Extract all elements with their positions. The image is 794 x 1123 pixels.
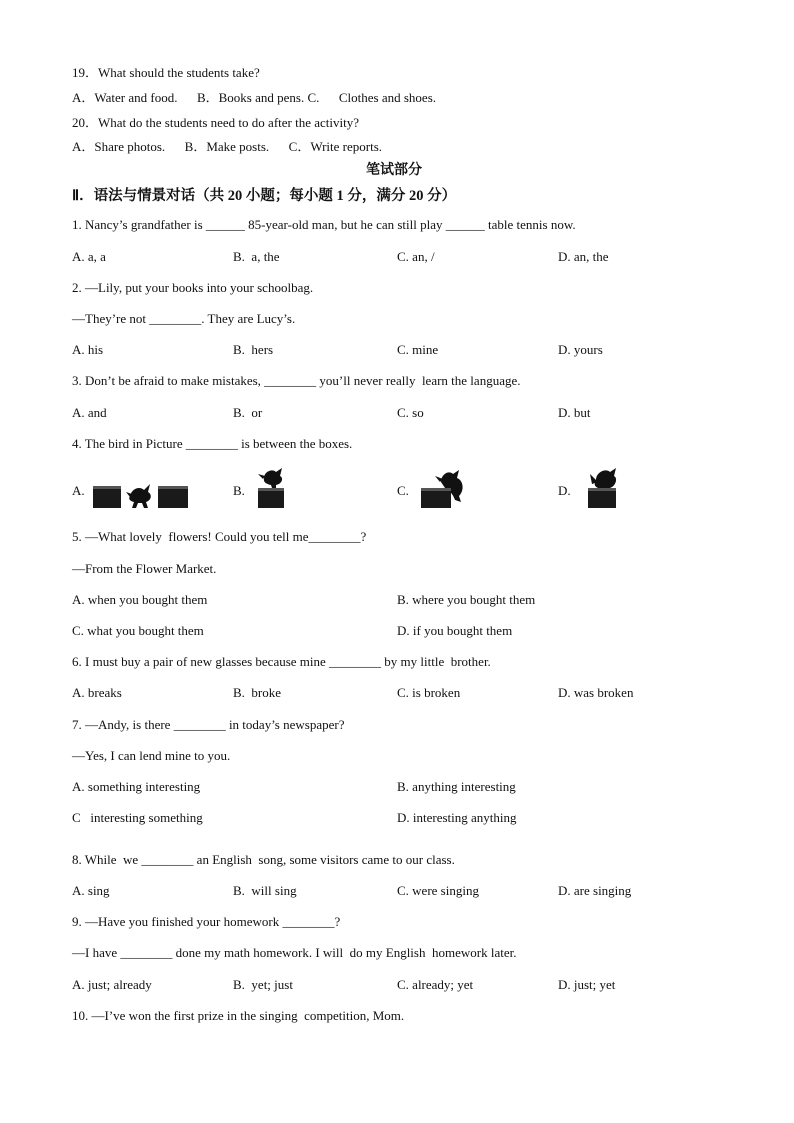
question-4-option-c[interactable]: C. [397,483,409,498]
question-6-option-c[interactable]: C. is broken [397,685,461,700]
question-3-option-a[interactable]: A. and [72,405,107,420]
question-3-stem: 3. Don’t be afraid to make mistakes, ________ you’ll never really learn the language. [72,373,521,388]
question-3-option-d[interactable]: D. but [558,405,591,420]
picture-a-bird-between-boxes [92,474,190,510]
question-7-option-d[interactable]: D. interesting anything [397,810,517,825]
question-9-option-a[interactable]: A. just; already [72,977,152,992]
question-6-option-a[interactable]: A. breaks [72,685,122,700]
question-1-option-a[interactable]: A. a, a [72,249,106,264]
question-2-stem: 2. —Lily, put your books into your schoolbag. [72,280,314,295]
question-1-option-d[interactable]: D. an, the [558,249,609,264]
question-6-option-b[interactable]: B. broke [233,685,282,700]
question-7-reply: —Yes, I can lend mine to you. [72,748,231,763]
question-9-option-d[interactable]: D. just; yet [558,977,616,992]
question-6-option-d[interactable]: D. was broken [558,685,634,700]
question-1-option-b[interactable]: B. a, the [233,249,280,264]
section-heading: Ⅱ．语法与情景对话（共 20 小题；每小题 1 分，满分 20 分） [72,188,457,204]
question-5-option-a[interactable]: A. when you bought them [72,592,208,607]
picture-c-bird-behind-box [419,468,467,510]
question-4-option-a[interactable]: A. [72,483,85,498]
question-6-stem: 6. I must buy a pair of new glasses because mine ________ by my little brother. [72,654,491,669]
question-20-options: A．Share photos. B．Make posts. C．Write reports. [72,139,383,154]
question-9-reply: —I have ________ done my math homework. I will do my English homework later. [72,945,517,960]
question-2-reply: —They’re not ________. They are Lucy’s. [72,311,296,326]
question-10-stem: 10. —I’ve won the first prize in the singing competition, Mom. [72,1008,405,1023]
question-7-stem: 7. —Andy, is there ________ in today’s newspaper? [72,717,345,732]
question-2-option-c[interactable]: C. mine [397,342,439,357]
picture-b-bird-on-box [254,466,290,510]
question-1-stem: 1. Nancy’s grandfather is ______ 85-year-old man, but he can still play ______ table tennis now. [72,217,576,232]
question-3-option-b[interactable]: B. or [233,405,263,420]
question-9-option-c[interactable]: C. already; yet [397,977,474,992]
section-title: 笔试部分 [366,163,422,178]
question-19-options: A．Water and food. B．Books and pens. C. Clothes and shoes. [72,90,436,105]
question-5-stem: 5. —What lovely flowers! Could you tell me________? [72,529,367,544]
question-2-option-b[interactable]: B. hers [233,342,274,357]
question-5-option-c[interactable]: C. what you bought them [72,623,204,638]
question-4-option-b[interactable]: B. [233,483,245,498]
question-3-option-c[interactable]: C. so [397,405,424,420]
question-8-option-b[interactable]: B. will sing [233,883,297,898]
question-9-option-b[interactable]: B. yet; just [233,977,293,992]
question-8-stem: 8. While we ________ an English song, some visitors came to our class. [72,852,455,867]
question-8-option-d[interactable]: D. are singing [558,883,632,898]
question-19-stem: 19．What should the students take? [72,65,260,80]
question-7-option-b[interactable]: B. anything interesting [397,779,516,794]
question-1-option-c[interactable]: C. an, / [397,249,435,264]
question-2-option-d[interactable]: D. yours [558,342,603,357]
question-8-option-c[interactable]: C. were singing [397,883,479,898]
question-5-reply: —From the Flower Market. [72,561,217,576]
question-4-option-d[interactable]: D. [558,483,571,498]
question-8-option-a[interactable]: A. sing [72,883,110,898]
question-7-option-c[interactable]: C interesting something [72,810,203,825]
question-7-option-a[interactable]: A. something interesting [72,779,201,794]
question-2-option-a[interactable]: A. his [72,342,104,357]
question-20-stem: 20．What do the students need to do after the activity? [72,115,359,130]
question-4-stem: 4. The bird in Picture ________ is between the boxes. [72,436,353,451]
question-5-option-b[interactable]: B. where you bought them [397,592,536,607]
question-5-option-d[interactable]: D. if you bought them [397,623,513,638]
question-9-stem: 9. —Have you finished your homework ________? [72,914,341,929]
picture-d-bird-in-box [582,468,620,510]
